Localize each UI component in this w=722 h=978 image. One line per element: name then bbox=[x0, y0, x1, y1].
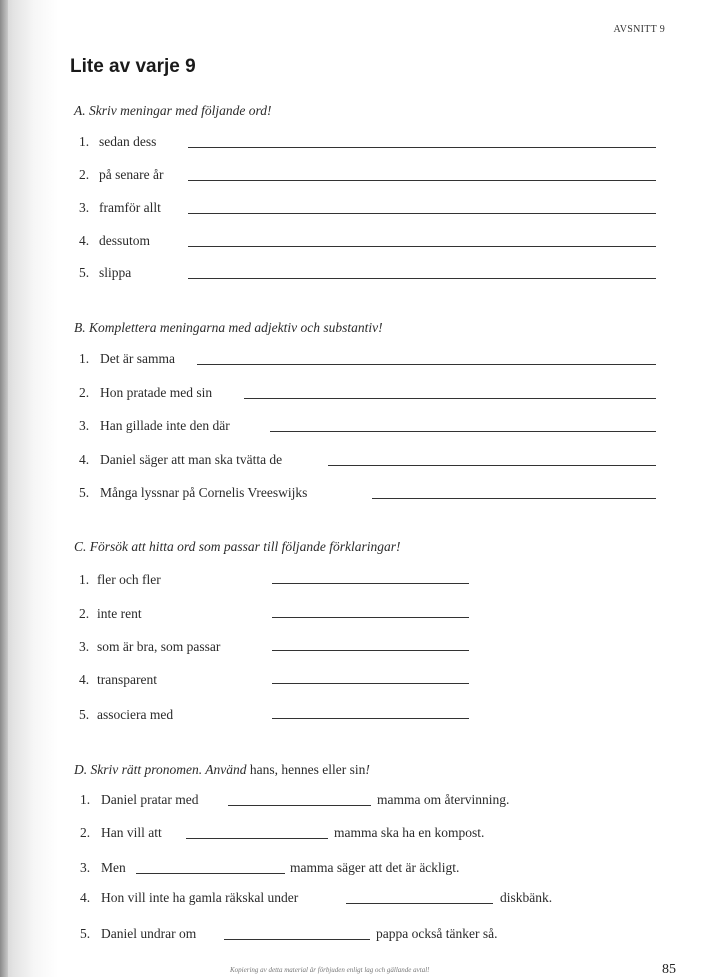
section-b-item: 4. Daniel säger att man ska tvätta de bbox=[79, 452, 659, 470]
answer-line[interactable] bbox=[272, 683, 469, 684]
section-d-item: 3. Men mamma säger att det är äckligt. bbox=[80, 860, 460, 875]
page-number: 85 bbox=[662, 962, 676, 977]
page-title: Lite av varje 9 bbox=[70, 56, 196, 77]
section-c-item: 1. fler och fler bbox=[79, 572, 479, 590]
section-d-item: 5. Daniel undrar om pappa också tänker så. bbox=[80, 926, 498, 941]
section-a-item: 4. dessutom bbox=[79, 233, 659, 251]
answer-line[interactable] bbox=[197, 364, 656, 365]
book-spine-shadow bbox=[0, 0, 8, 977]
section-header: AVSNITT 9 bbox=[613, 24, 665, 35]
copyright-note: Kopiering av detta material är förbjuden enligt lag och gällande avtal! bbox=[230, 966, 430, 974]
section-d-instruction: D. Skriv rätt pronomen. Använd hans, hennes eller sin! bbox=[74, 762, 370, 777]
answer-line[interactable] bbox=[372, 498, 656, 499]
section-a-item: 2. på senare år bbox=[79, 167, 659, 185]
answer-line[interactable] bbox=[228, 805, 371, 806]
answer-line[interactable] bbox=[136, 873, 285, 874]
section-d-item: 2. Han vill att mamma ska ha en kompost. bbox=[80, 825, 485, 840]
answer-line[interactable] bbox=[224, 939, 370, 940]
section-c-item: 4. transparent bbox=[79, 672, 479, 690]
section-b-item: 2. Hon pratade med sin bbox=[79, 385, 659, 403]
section-b-item: 5. Många lyssnar på Cornelis Vreeswijks bbox=[79, 485, 659, 503]
section-c-instruction: C. Försök att hitta ord som passar till följande förklaringar! bbox=[74, 539, 401, 554]
answer-line[interactable] bbox=[188, 246, 656, 247]
answer-line[interactable] bbox=[272, 583, 469, 584]
answer-line[interactable] bbox=[272, 718, 469, 719]
answer-line[interactable] bbox=[272, 617, 469, 618]
answer-line[interactable] bbox=[270, 431, 656, 432]
section-a-item: 5. slippa bbox=[79, 265, 659, 283]
answer-line[interactable] bbox=[346, 903, 493, 904]
answer-line[interactable] bbox=[188, 180, 656, 181]
section-d-item: 4. Hon vill inte ha gamla räkskal under diskbänk. bbox=[80, 890, 553, 905]
answer-line[interactable] bbox=[272, 650, 469, 651]
section-d-item: 1. Daniel pratar med mamma om återvinning. bbox=[80, 792, 510, 807]
section-b-item: 1. Det är samma bbox=[79, 351, 659, 369]
section-c-item: 3. som är bra, som passar bbox=[79, 639, 479, 657]
answer-line[interactable] bbox=[188, 147, 656, 148]
section-c-item: 5. associera med bbox=[79, 707, 479, 725]
answer-line[interactable] bbox=[188, 213, 656, 214]
answer-line[interactable] bbox=[244, 398, 656, 399]
section-a-instruction: A. Skriv meningar med följande ord! bbox=[74, 103, 272, 118]
section-a-item: 3. framför allt bbox=[79, 200, 659, 218]
section-a-item: 1. sedan dess bbox=[79, 134, 659, 152]
answer-line[interactable] bbox=[188, 278, 656, 279]
section-b-instruction: B. Komplettera meningarna med adjektiv och substantiv! bbox=[74, 320, 383, 335]
answer-line[interactable] bbox=[328, 465, 656, 466]
section-b-item: 3. Han gillade inte den där bbox=[79, 418, 659, 436]
answer-line[interactable] bbox=[186, 838, 328, 839]
section-c-item: 2. inte rent bbox=[79, 606, 479, 624]
